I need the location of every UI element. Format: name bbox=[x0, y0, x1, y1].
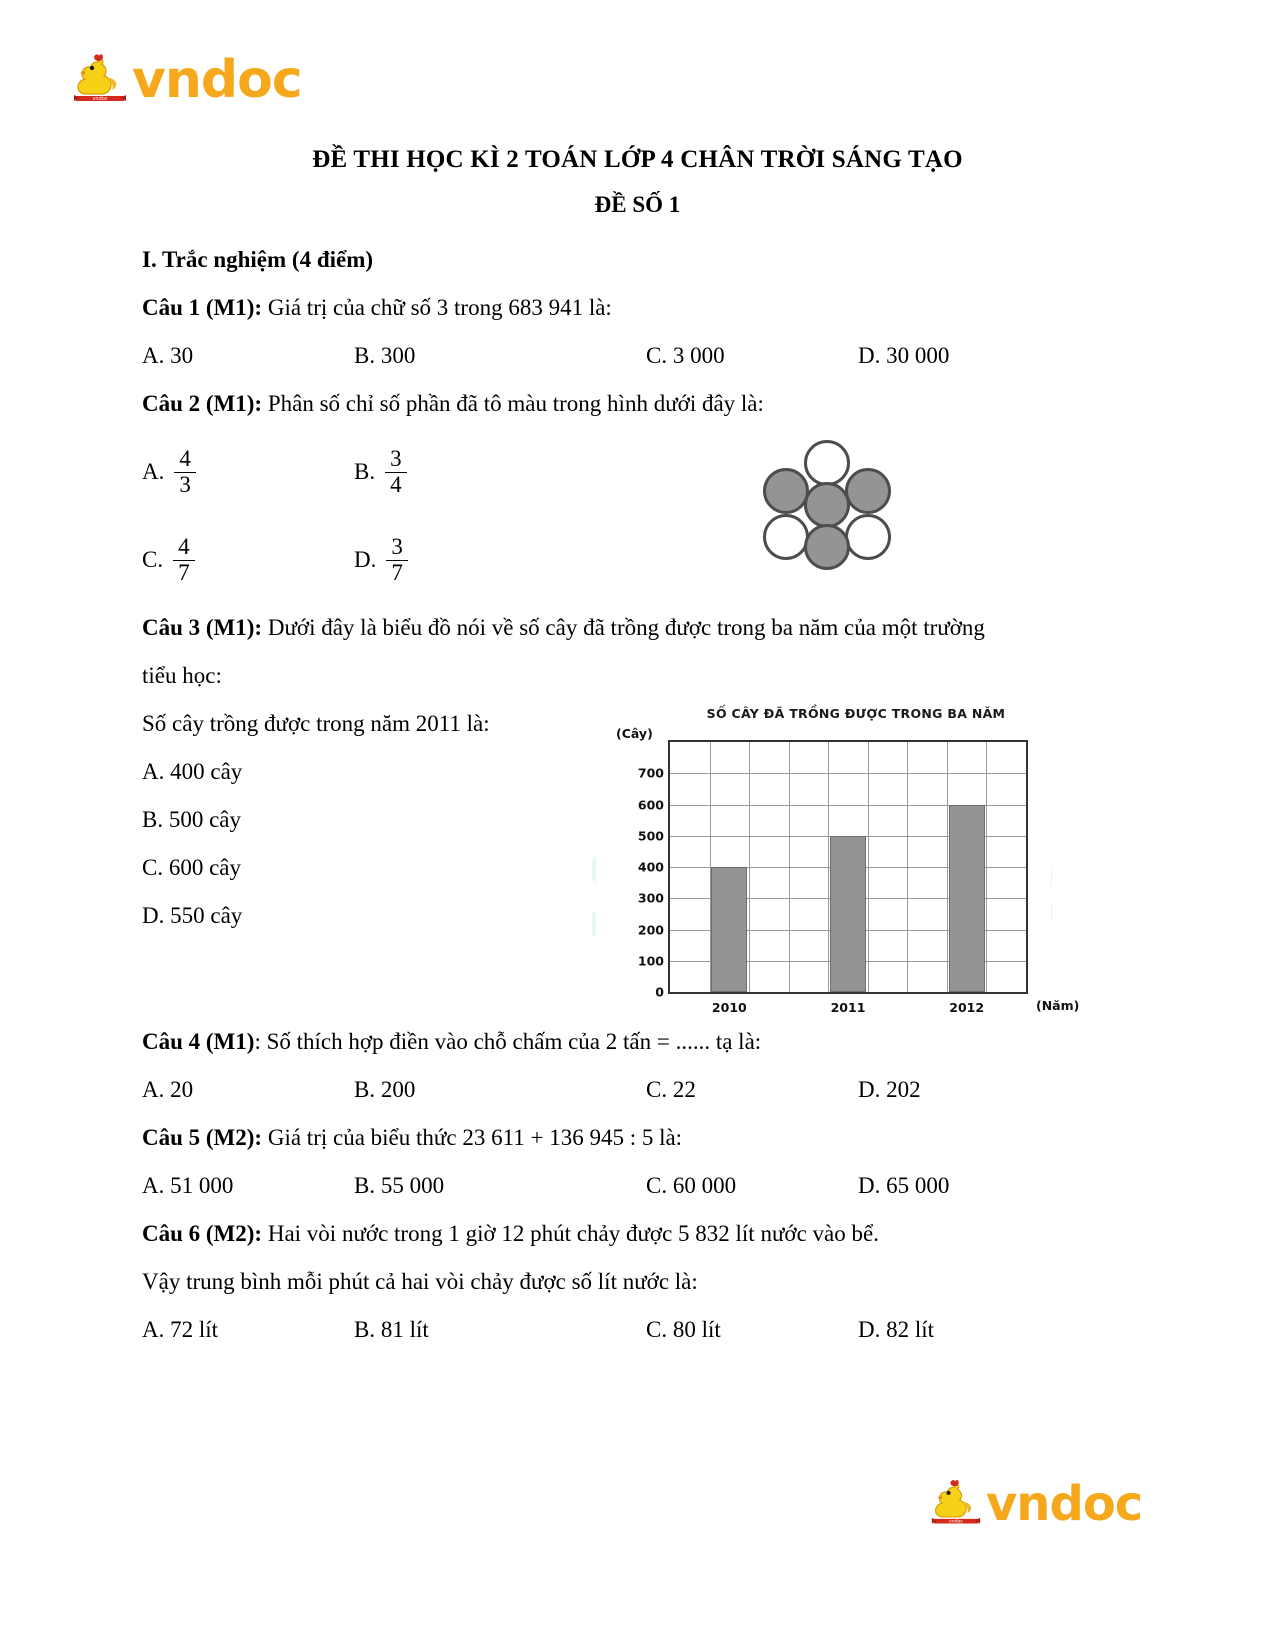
question-1-number: Câu 1 (M1): bbox=[142, 295, 263, 320]
question-1-text: Giá trị của chữ số 3 trong 683 941 là: bbox=[262, 295, 612, 320]
option-c[interactable] bbox=[142, 535, 354, 586]
numerator: 3 bbox=[391, 533, 403, 559]
bar-2010 bbox=[711, 867, 747, 992]
question-6-number: Câu 6 (M2): bbox=[142, 1221, 263, 1246]
option-c[interactable]: C. 3 000 bbox=[646, 343, 725, 368]
option-c[interactable]: C. 80 lít bbox=[646, 1317, 721, 1342]
rooster-mascot-icon bbox=[72, 52, 128, 108]
svg-text:vndoc: vndoc bbox=[92, 96, 108, 102]
option-a[interactable]: A. 30 bbox=[142, 343, 194, 368]
option-a[interactable]: A. 72 lít bbox=[142, 1317, 219, 1342]
option-b[interactable] bbox=[354, 447, 407, 498]
question-6 bbox=[142, 1210, 1022, 1258]
y-axis-tick-300: 300 bbox=[637, 890, 664, 906]
question-6-options bbox=[142, 1306, 1022, 1354]
y-axis-tick-200: 200 bbox=[637, 922, 664, 937]
rooster-mascot-icon bbox=[930, 1478, 982, 1530]
option-a-label: A. bbox=[142, 459, 165, 484]
question-4-text: : Số thích hợp điền vào chỗ chấm của 2 tấn = ...... tạ là: bbox=[254, 1029, 762, 1054]
fraction-3-7 bbox=[386, 535, 408, 586]
numerator: 4 bbox=[179, 445, 191, 471]
section-heading: I. Trắc nghiệm (4 điểm) bbox=[142, 247, 374, 272]
option-b[interactable]: B. 300 bbox=[354, 343, 416, 368]
question-3 bbox=[142, 604, 1022, 700]
chart-x-axis-unit: (Năm) bbox=[1036, 998, 1080, 1013]
bar-2012 bbox=[949, 805, 985, 993]
y-axis-tick-600: 600 bbox=[637, 797, 664, 812]
gridline-vertical bbox=[986, 742, 987, 992]
option-d[interactable]: D. 202 bbox=[858, 1077, 921, 1102]
vndoc-logo-footer bbox=[930, 1478, 1142, 1530]
y-axis-tick-100: 100 bbox=[637, 953, 664, 969]
option-d[interactable]: D. 30 000 bbox=[858, 343, 950, 368]
question-1 bbox=[142, 284, 1022, 332]
brand-wordmark: vndoc bbox=[986, 1476, 1143, 1532]
question-5 bbox=[142, 1114, 1022, 1162]
vndoc-logo-header bbox=[72, 52, 302, 108]
question-2 bbox=[142, 380, 1022, 428]
option-d[interactable]: D. 65 000 bbox=[858, 1173, 950, 1198]
gridline-vertical bbox=[907, 742, 908, 992]
fraction-4-7 bbox=[173, 535, 195, 586]
option-b-label: B. bbox=[354, 459, 376, 484]
question-4-options bbox=[142, 1066, 1022, 1114]
brand-wordmark: vndoc bbox=[132, 50, 302, 110]
y-axis-tick-0: 0 bbox=[655, 984, 664, 1000]
question-5-options bbox=[142, 1162, 1022, 1210]
question-2-text: Phân số chỉ số phần đã tô màu trong hình dưới đây là: bbox=[262, 391, 764, 416]
denominator: 4 bbox=[385, 472, 407, 498]
bar-chart bbox=[596, 698, 1080, 1028]
numerator: 3 bbox=[390, 445, 402, 471]
x-axis-tick-2011: 2011 bbox=[830, 1000, 866, 1015]
circle-lower-left-empty bbox=[763, 514, 809, 560]
seven-circles-diagram bbox=[757, 440, 897, 570]
question-3-text: Dưới đây là biểu đồ nói về số cây đã trồng được trong ba năm của một trường tiểu học: bbox=[142, 615, 985, 688]
question-3-option-b[interactable]: B. 500 cây bbox=[142, 807, 242, 832]
circle-upper-left-shaded bbox=[763, 468, 809, 514]
question-4-number: Câu 4 (M1) bbox=[142, 1029, 255, 1054]
fraction-4-3 bbox=[174, 447, 196, 498]
gridline-vertical bbox=[828, 742, 829, 992]
x-axis-tick-2010: 2010 bbox=[711, 1000, 747, 1015]
question-1-options bbox=[142, 332, 1022, 380]
option-c-label: C. bbox=[142, 547, 164, 572]
option-b[interactable]: B. 200 bbox=[354, 1077, 416, 1102]
option-d[interactable] bbox=[354, 535, 408, 586]
option-d[interactable]: D. 82 lít bbox=[858, 1317, 935, 1342]
circle-top-center-empty bbox=[804, 440, 850, 486]
circle-lower-right-empty bbox=[845, 514, 891, 560]
denominator: 7 bbox=[386, 560, 408, 586]
option-d-label: D. bbox=[354, 547, 377, 572]
question-3-option-d[interactable]: D. 550 cây bbox=[142, 903, 243, 928]
question-6-text: Hai vòi nước trong 1 giờ 12 phút chảy được 5 832 lít nước vào bể. bbox=[262, 1221, 879, 1246]
option-c[interactable]: C. 60 000 bbox=[646, 1173, 737, 1198]
circle-upper-right-shaded bbox=[845, 468, 891, 514]
circle-bottom-center-shaded bbox=[804, 524, 850, 570]
option-b[interactable]: B. 55 000 bbox=[354, 1173, 445, 1198]
fraction-3-4 bbox=[385, 447, 407, 498]
gridline-vertical bbox=[749, 742, 750, 992]
gridline-vertical bbox=[789, 742, 790, 992]
question-3-prompt: Số cây trồng được trong năm 2011 là: bbox=[142, 711, 490, 736]
numerator: 4 bbox=[178, 533, 190, 559]
page-title: ĐỀ THI HỌC KÌ 2 TOÁN LỚP 4 CHÂN TRỜI SÁNG TẠO bbox=[312, 146, 963, 173]
option-b[interactable]: B. 81 lít bbox=[354, 1317, 429, 1342]
question-5-number: Câu 5 (M2): bbox=[142, 1125, 263, 1150]
denominator: 7 bbox=[173, 560, 195, 586]
y-axis-tick-500: 500 bbox=[637, 828, 664, 844]
circle-center-shaded bbox=[804, 482, 850, 528]
question-3-number: Câu 3 (M1): bbox=[142, 615, 263, 640]
option-a[interactable]: A. 51 000 bbox=[142, 1173, 234, 1198]
bar-2011 bbox=[830, 836, 866, 992]
option-a[interactable]: A. 20 bbox=[142, 1077, 194, 1102]
svg-text:vndoc: vndoc bbox=[949, 1519, 963, 1525]
chart-title: SỐ CÂY ĐÃ TRỒNG ĐƯỢC TRONG BA NĂM bbox=[706, 706, 1006, 721]
y-axis-tick-400: 400 bbox=[637, 859, 664, 875]
option-a[interactable] bbox=[142, 447, 354, 498]
question-3-option-a[interactable]: A. 400 cây bbox=[142, 759, 243, 784]
denominator: 3 bbox=[174, 472, 196, 498]
chart-y-axis-unit: (Cây) bbox=[616, 726, 653, 741]
question-3-option-c[interactable]: C. 600 cây bbox=[142, 855, 242, 880]
page-subtitle: ĐỀ SỐ 1 bbox=[594, 192, 681, 217]
question-2-number: Câu 2 (M1): bbox=[142, 391, 263, 416]
gridline-horizontal bbox=[670, 773, 1026, 774]
gridline-vertical bbox=[868, 742, 869, 992]
x-axis-tick-2012: 2012 bbox=[949, 1000, 985, 1015]
y-axis-tick-700: 700 bbox=[637, 765, 664, 781]
question-5-text: Giá trị của biểu thức 23 611 + 136 945 : 5 là: bbox=[262, 1125, 683, 1150]
question-6-text-line-2: Vậy trung bình mỗi phút cả hai vòi chảy được số lít nước là: bbox=[142, 1269, 698, 1294]
option-c[interactable]: C. 22 bbox=[646, 1077, 696, 1102]
chart-plot-area bbox=[637, 740, 1028, 1015]
